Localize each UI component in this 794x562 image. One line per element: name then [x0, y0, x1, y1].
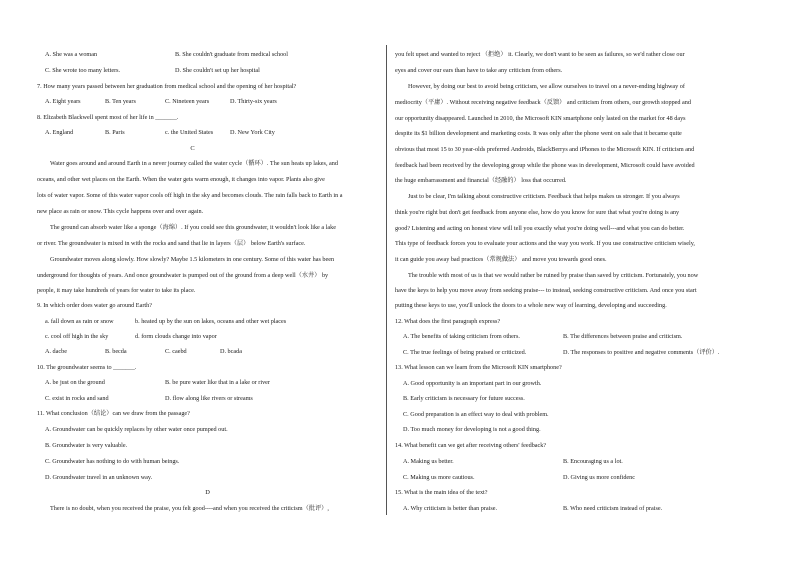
q11-question: 11. What conclusion（结论）can we draw from the passage?	[37, 410, 190, 417]
section-c-heading: C	[190, 145, 195, 152]
q11-option-b: B. Groundwater is very valuable.	[45, 442, 128, 449]
q11-option-d: D. Groundwater travel in an unknown way.	[45, 474, 153, 481]
passage-c-line: Water goes around and around Earth in a never journey called the water cycle（循环）. The sun heats up lakes, and	[50, 160, 338, 167]
q9-option-a: A. dacbe	[45, 348, 67, 355]
passage-c-line: oceans, and other wet places on the Earth. When the water gets warm enough, it changes into vapor. Plants also give	[37, 176, 325, 183]
passage-d-line: However, by doing our best to avoid being criticism, we allow ourselves to travel on a never-ending highway of	[408, 83, 685, 90]
passage-d-line: obvious that most 15 to 30 year-olds preferred Androids, BlackBerrys and iPhones to the Microsoft KIN. If criticism and	[395, 146, 695, 153]
passage-c-line: new place as rain or snow. This cycle happens over and over again.	[37, 208, 204, 215]
passage-d-line: you felt upset and wanted to reject （拒绝） it. Clearly, we don't want to be seen as failures, so we'd rather close our	[395, 51, 685, 58]
q12-option-b: B. The differences between praise and criticism.	[563, 333, 683, 340]
q14-question: 14. What benefit can we get after receiving others' feedback?	[395, 442, 547, 449]
passage-d-line: There is no doubt, when you received the praise, you felt good----and when you received the criticism（批评）,	[50, 505, 329, 512]
passage-d-line: good? Listening and acting on honest view will tell you exactly what you're doing well---and what you can do better.	[395, 225, 685, 232]
q13-option-d: D. Too much money for developing is not a good thing.	[403, 426, 541, 433]
q9-step-c: c. cool off high in the sky	[45, 333, 109, 340]
q11-option-a: A. Groundwater can be quickly replaces by other water once pumped out.	[45, 426, 228, 433]
q12-option-c: C. The true feelings of being praised or criticized.	[403, 349, 527, 356]
q14-option-c: C. Making us more cautious.	[403, 474, 475, 481]
passage-c-line: The ground can absorb water like a sponge（海绵）. If you could see this groundwater, it wouldn't look like a lake	[50, 224, 336, 231]
q15-option-b: B. Who need criticism instead of praise.	[563, 505, 663, 512]
q13-option-b: B. Early criticism is necessary for future success.	[403, 395, 525, 402]
passage-d-line: The trouble with most of us is that we would rather be ruined by praise than saved by criticism. Fortunately, you now	[408, 272, 699, 279]
passage-c-line: people, it may take hundreds of years for water to take its place.	[37, 287, 196, 294]
passage-d-line: eyes and cover our ears than have to take any criticism from others.	[395, 67, 563, 74]
q9-step-a: a. fall down as rain or snow	[45, 318, 114, 325]
q7-question: 7. How many years passed between her graduation from medical school and the opening of her hospital?	[37, 83, 297, 90]
q12-option-a: A. The benefits of taking criticism from others.	[403, 333, 520, 340]
passage-d-line: have the keys to help you move away from seeking praise--- to instead, seeking constructive criticism. And once you start	[395, 287, 697, 294]
q15-question: 15. What is the main idea of the text?	[395, 489, 488, 496]
passage-c-line: lots of water vapor. Some of this water vapor cools off high in the sky and becomes clouds. The rain falls back to Earth in a	[37, 192, 343, 199]
passage-d-line: This type of feedback forces you to evaluate your actions and the way you work. If you use constructive criticism wisely,	[395, 240, 695, 247]
passage-c-line: or river. The groundwater is mixed in with the rocks and sand that lie in layers（层） below Earth's surface.	[37, 240, 306, 247]
q6-option-c: C. She wrote too many letters.	[45, 67, 121, 74]
q9-option-d: D. bcada	[220, 348, 242, 355]
q9-step-d: d. form clouds change into vapor	[135, 333, 217, 340]
q6-option-b: B. She couldn't graduate from medical school	[175, 51, 288, 58]
q13-option-a: A. Good opportunity is an important part in our growth.	[403, 380, 542, 387]
q12-question: 12. What does the first paragraph express?	[395, 318, 501, 325]
passage-d-line: the huge embarrassment and financial（经融的） loss that occurred.	[395, 177, 567, 184]
q9-step-b: b. heated up by the sun on lakes, oceans and other wet places	[135, 318, 287, 325]
q15-option-a: A. Why criticism is better than praise.	[403, 505, 498, 512]
passage-d-line: mediocrity（平庸）. Without receiving negative feedback（反馈） and criticism from others, our growth stopped and	[395, 99, 691, 106]
q7-option-b: B. Ten years	[105, 98, 136, 105]
q8-question: 8. Elizabeth Blackwell spent most of her life in _______.	[37, 114, 179, 121]
q10-option-c: C. exist in rocks and sand	[45, 395, 109, 402]
q14-option-d: D. Giving us more confidenc	[563, 474, 635, 481]
q9-question: 9. In which order does water go around Earth?	[37, 302, 152, 309]
q9-option-c: C. caebd	[165, 348, 187, 355]
q10-option-b: B. be pure water like that in a lake or river	[165, 379, 270, 386]
q7-option-a: A. Eight years	[45, 98, 81, 105]
right-column	[385, 0, 794, 562]
passage-c-line: underground for thoughts of years. And once groundwater is pumped out of the ground from a deep well（水井） by	[37, 272, 329, 279]
passage-d-line: Just to be clear, I'm talking about constructive criticism. Feedback that helps makes us stronger. If you always	[408, 193, 680, 200]
q13-option-c: C. Good preparation is an effect way to deal with problem.	[403, 411, 549, 418]
q9-option-b: B. becda	[105, 348, 127, 355]
q8-option-c: c. the United States	[165, 129, 214, 136]
q10-option-d: D. flow along like rivers or streams	[165, 395, 253, 402]
passage-d-line: feedback had been received by the developing group while the phone was in development, Microsoft could have avoided	[395, 162, 695, 169]
q14-option-b: B. Encouraging us a lot.	[563, 458, 623, 465]
passage-d-line: think you're right but don't get feedback from anyone else, how do you know for sure that what you're doing is any	[395, 209, 680, 216]
q12-option-d: D. The responses to positive and negative comments（评价）.	[563, 349, 720, 356]
q6-option-a: A. She was a woman	[45, 51, 98, 58]
passage-c-line: Groundwater moves along slowly. How slowly? Maybe 1.5 kilometers in one century. Some of this water has been	[50, 256, 335, 263]
q8-option-a: A. England	[45, 129, 74, 136]
left-column	[0, 0, 385, 562]
q8-option-b: B. Paris	[105, 129, 125, 136]
passage-d-line: it can guide you away bad practices（常规做法） and move you towards good ones.	[395, 256, 607, 263]
q14-option-a: A. Making us better.	[403, 458, 454, 465]
q13-question: 13. What lesson can we learn from the Microsoft KIN smartphone?	[395, 364, 562, 371]
q11-option-c: C. Groundwater has nothing to do with human beings.	[45, 458, 180, 465]
passage-d-line: putting these keys to use, you'll unlock the doors to a whole new way of learning, developing and succeeding.	[395, 302, 667, 309]
q6-option-d: D. She couldn't set up her hospital	[175, 67, 260, 74]
q7-option-d: D. Thirty-six years	[230, 98, 277, 105]
q10-option-a: A. be just on the ground	[45, 379, 105, 386]
q10-question: 10. The groundwater seems to _______.	[37, 364, 137, 371]
section-d-heading: D	[205, 489, 210, 496]
passage-d-line: despite its $1 billion development and marketing costs. It was only after the phone went on sale that it became quite	[395, 130, 682, 137]
q8-option-d: D. New York City	[230, 129, 275, 136]
q7-option-c: C. Nineteen years	[165, 98, 210, 105]
passage-d-line: our opportunity disappeared. Launched in 2010, the Microsoft KIN smartphone only lasted on the market for 48 days	[395, 115, 686, 122]
